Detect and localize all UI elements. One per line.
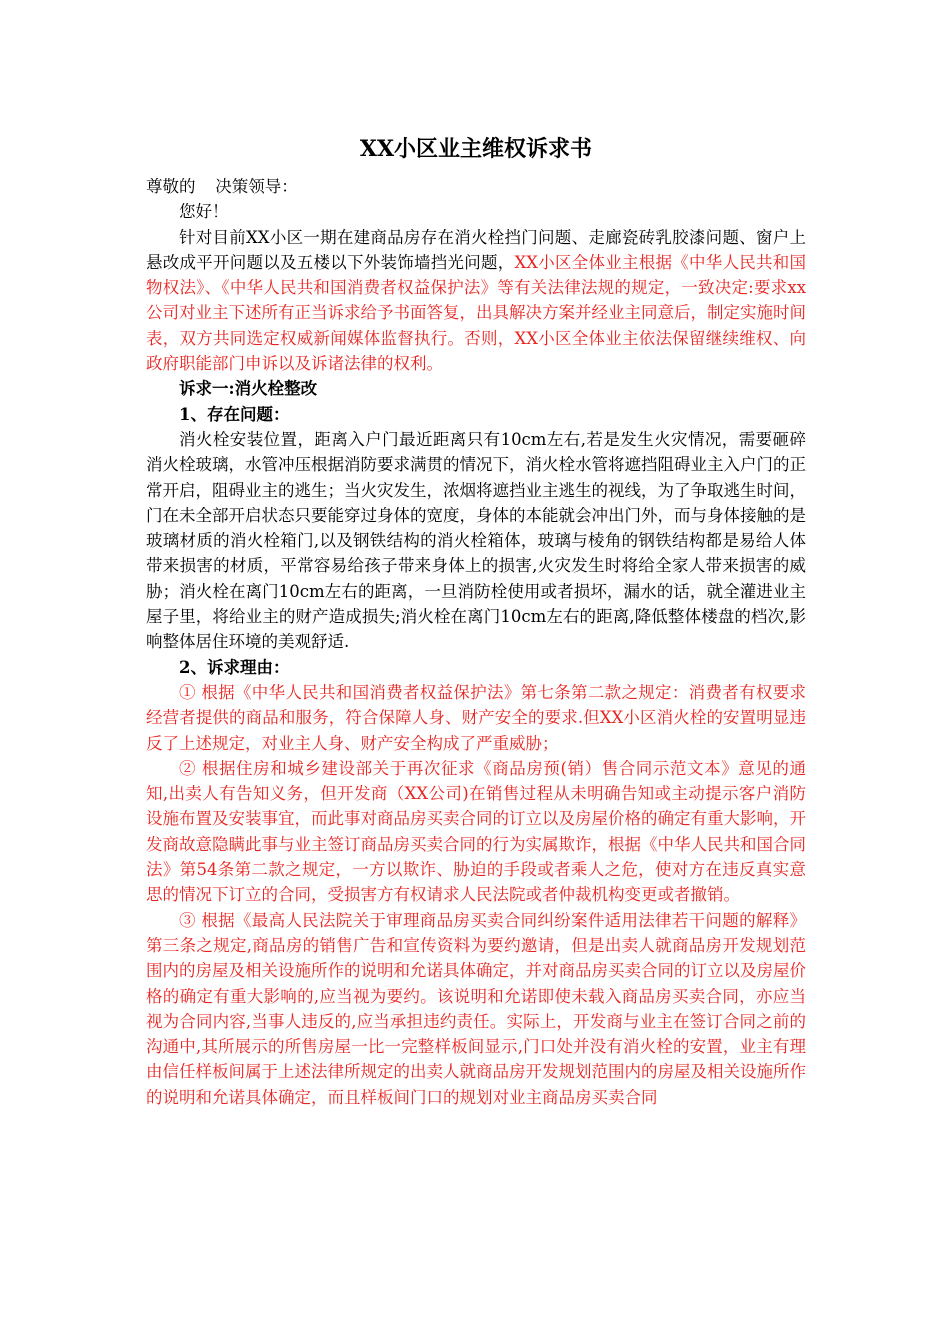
reason-paragraph-1: ① 根据《中华人民共和国消费者权益保护法》第七条第二款之规定：消费者有权要求经营者提供的商品和服务，符合保障人身、财产安全的要求.但XX小区消火栓的安置明显违反了上述规定，对业主人身、财产安全构成了严重威胁；: [146, 682, 806, 753]
intro-paragraph: [146, 225, 806, 377]
subheading-existing-problems: 1、存在问题：: [179, 404, 290, 424]
reason-paragraph-3: ③ 根据《最高人民法院关于审理商品房买卖合同纠纷案件适用法律若干问题的解释》第三条之规定,商品房的销售广告和宣传资料为要约邀请，但是出卖人就商品房开发规划范围内的房屋及相关设施所作的说明和允诺具体确定，并对商品房买卖合同的订立以及房屋价格的确定有重大影响的,应当视为要约。该说明和允诺即使未载入商品房买卖合同，亦应当视为合同内容,当事人违反的,应当承担违约责任。实际上，开发商与业主在签订合同之前的沟通中,其所展示的所售房屋一比一完整样板间显示,门口处并没有消火栓的安置，业主有理由信任样板间属于上述法律所规定的出卖人就商品房开发规划范围内的房屋及相关设施所作的说明和允诺具体确定，而且样板间门口的规划对业主商品房买卖合同: [146, 910, 806, 1107]
salutation-pre: 尊敬的: [146, 177, 196, 196]
problem-paragraph: 消火栓安装位置，距离入户门最近距离只有10cm左右,若是发生火灾情况，需要砸碎消火栓玻璃，水管冲压根据消防要求满贯的情况下，消火栓水管将遮挡阻碍业主入户门的正常开启，阻碍业主的逃生；当火灾发生，浓烟将遮挡业主逃生的视线，为了争取逃生时间，门在未全部开启状态只要能穿过身体的宽度，身体的本能就会冲出门外，而与身体接触的是玻璃材质的消火栓箱门,以及钢铁结构的消火栓箱体，玻璃与棱角的钢铁结构都是易给人体带来损害的材质，平常容易给孩子带来身体上的损害,火灾发生时将给全家人带来损害的威胁；消火栓在离门10cm左右的距离，一旦消防栓使用或者损坏，漏水的话，就全灌进业主屋子里，将给业主的财产造成损失;消火栓在离门10cm左右的距离,降低整体楼盘的档次,影响整体居住环境的美观舒适.: [146, 429, 806, 652]
salutation: [146, 174, 806, 199]
salutation-post: 决策领导：: [215, 177, 298, 196]
subheading-reasons: 2、诉求理由：: [179, 657, 290, 677]
document-body: [146, 132, 806, 1110]
intro-text: 针对目前XX小区一期在建商品房存在消火栓挡门问题、走廊瓷砖乳胶漆问题、窗户上悬改成平开问题以及五楼以下外装饰墙挡光问题，: [146, 227, 806, 272]
greeting: 您好！: [179, 202, 229, 222]
section-heading-fire-hydrant: 诉求一:消火栓整改: [179, 379, 318, 399]
intro-demand-text: XX小区全体业主根据《中华人民共和国物权法》、《中华人民共和国消费者权益保护法》等有关法律法规的规定，一致决定:要求xx公司对业主下述所有正当诉求给予书面答复，出具解决方案并经业主同意后，制定实施时间表，双方共同选定权威新闻媒体监督执行。否则，XX小区全体业主依法保留继续维权、向政府职能部门申诉以及诉诸法律的权利。: [146, 252, 806, 374]
document-title: XX小区业主维权诉求书: [359, 136, 593, 162]
reason-paragraph-2: ② 根据住房和城乡建设部关于再次征求《商品房预(销）售合同示范文本》意见的通知,出卖人有告知义务，但开发商（XX公司)在销售过程从未明确告知或主动提示客户消防设施布置及安装事宜，而此事对商品房买卖合同的订立以及房屋价格的确定有重大影响，开发商故意隐瞒此事与业主签订商品房买卖合同的行为实属欺诈，根据《中华人民共和国合同法》第54条第二款之规定，一方以欺诈、胁迫的手段或者乘人之危，使对方在违反真实意思的情况下订立的合同，受损害方有权请求人民法院或者仲裁机构变更或者撤销。: [146, 758, 806, 905]
